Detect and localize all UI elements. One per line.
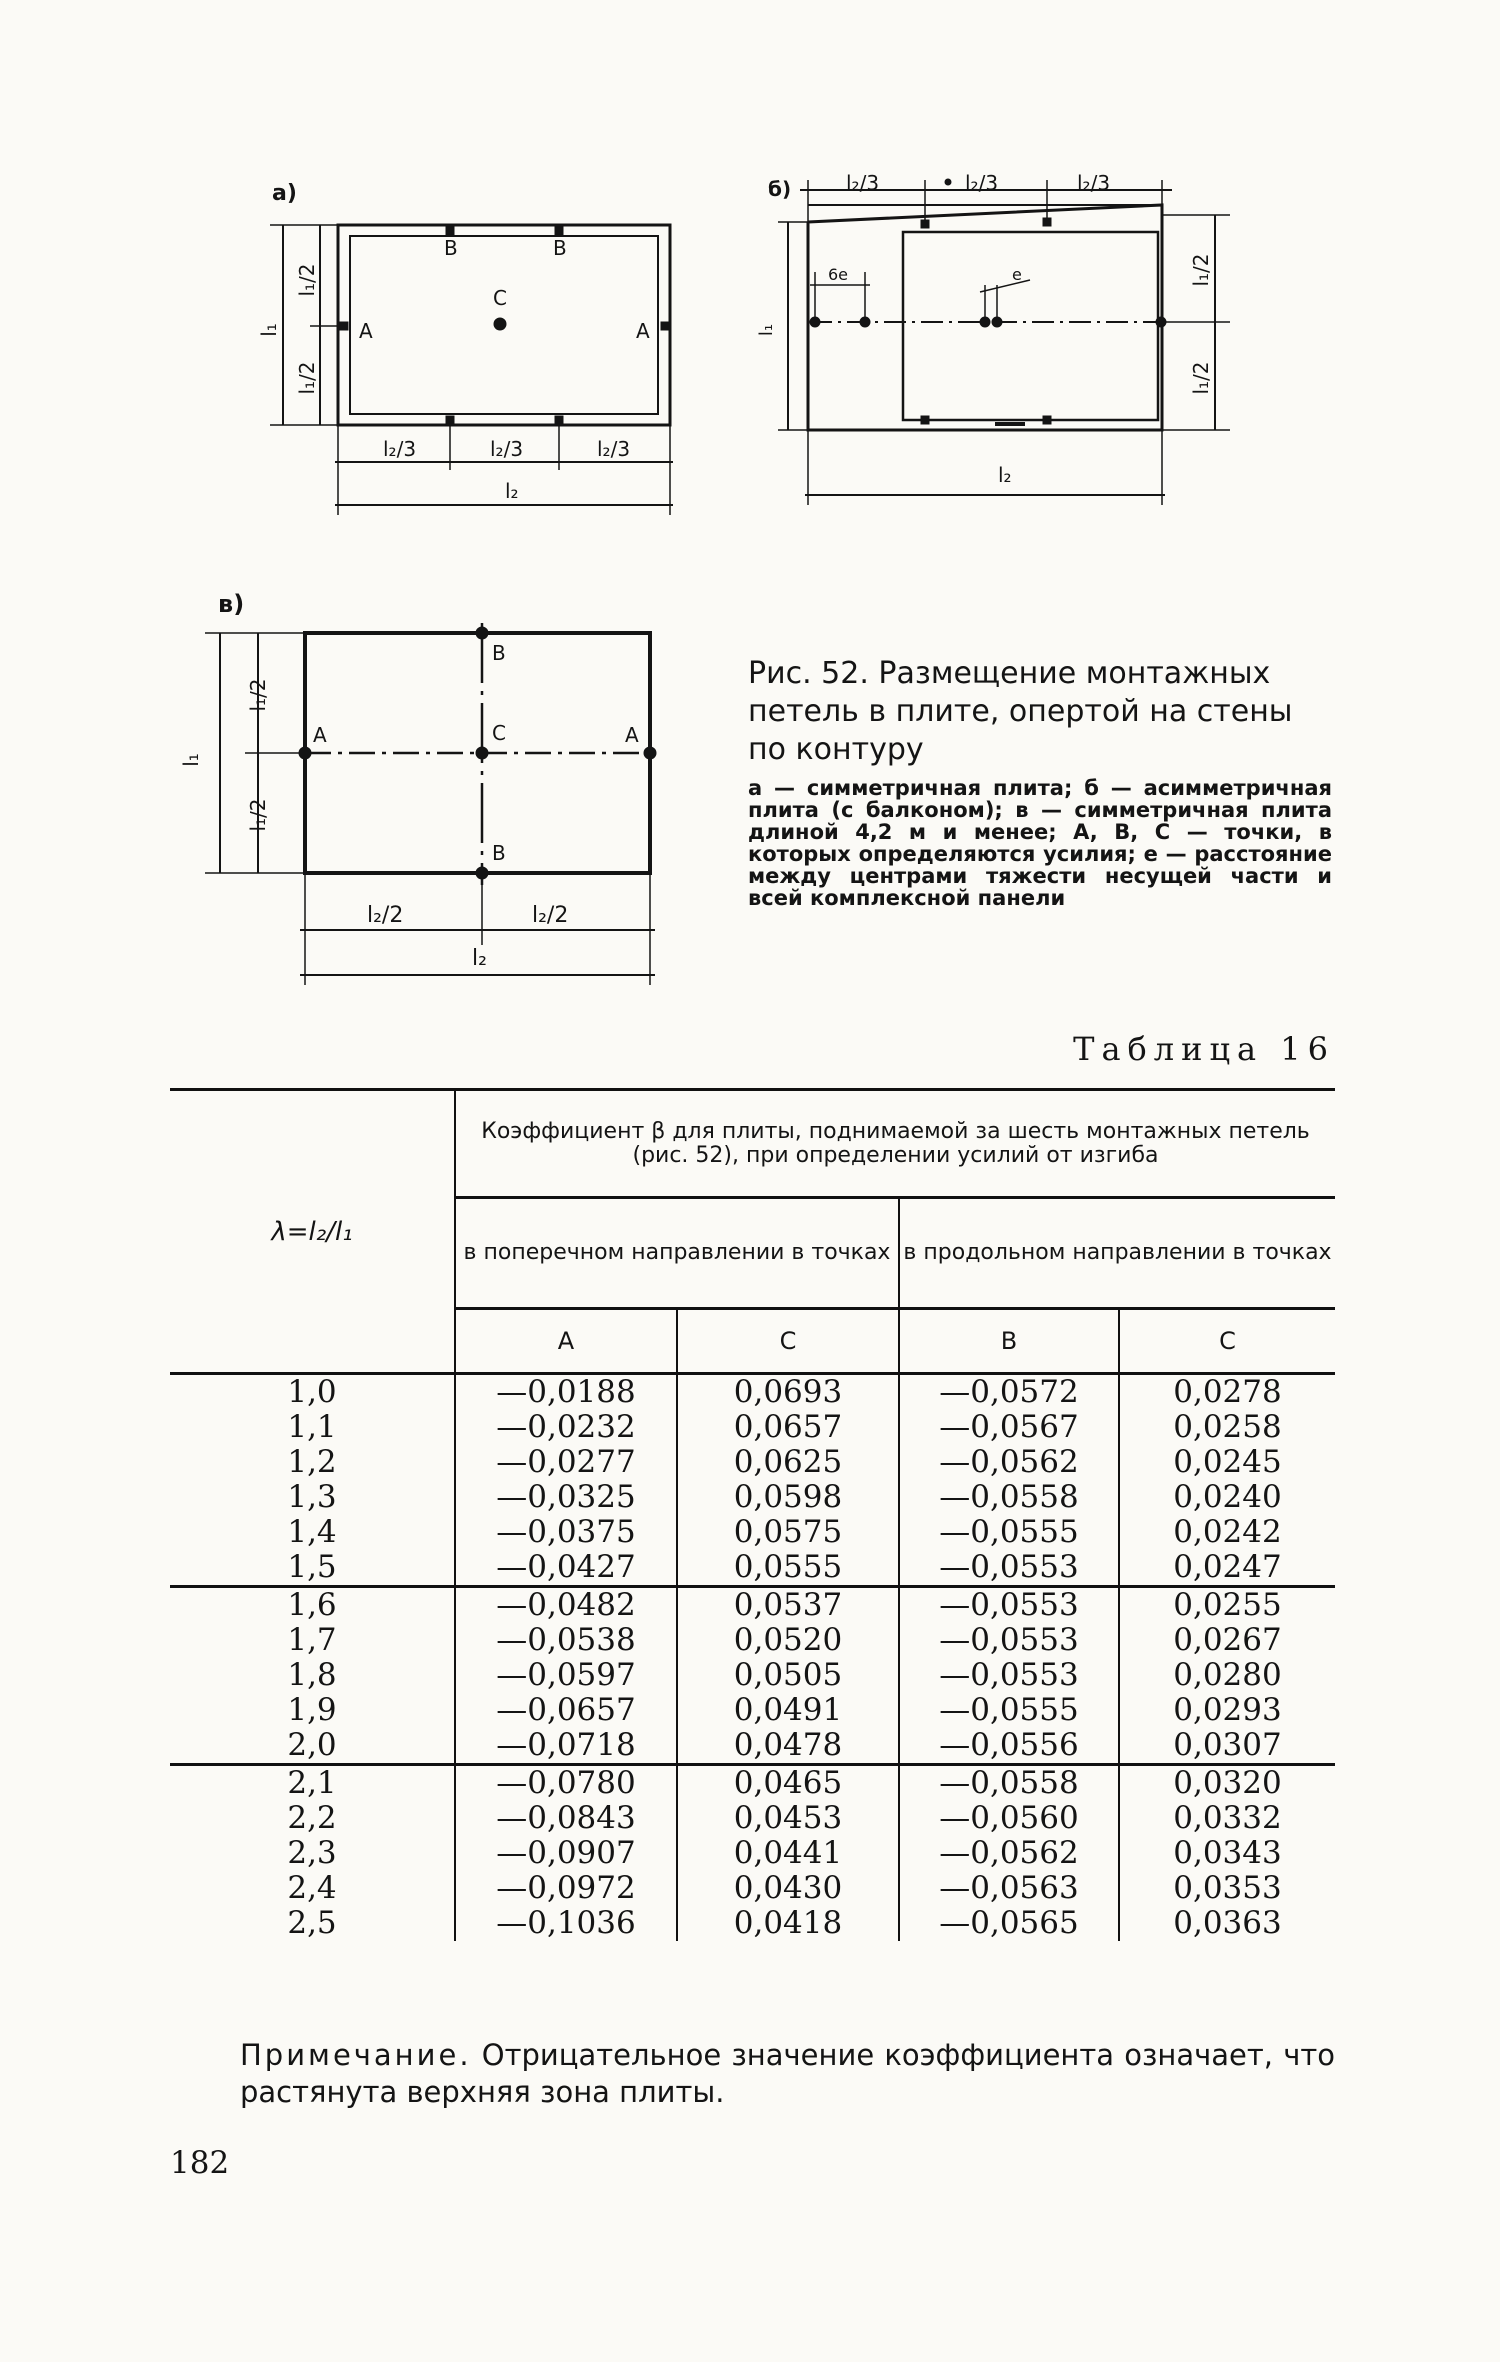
dim-l2: l₂ xyxy=(472,946,487,971)
panel-a xyxy=(257,181,673,515)
loop-marker xyxy=(555,416,563,424)
point-a-label: A xyxy=(359,319,373,343)
value-cell: 0,0245 xyxy=(1119,1445,1335,1480)
dim-half-l1: l₁/2 xyxy=(1189,253,1213,287)
lambda-cell: 1,5 xyxy=(287,1549,337,1585)
value-cell: 0,0363 xyxy=(1119,1906,1335,1941)
value-cell: 0,0657 xyxy=(677,1410,899,1445)
panel-a-label: а) xyxy=(272,181,297,206)
dim-half-l1: l₁/2 xyxy=(295,263,319,297)
coefficient-header: Коэффициент β для плиты, поднимаемой за шесть монтажных петель (рис. 52), при определении усилий от изгиба xyxy=(455,1090,1335,1198)
value-cell: 0,0505 xyxy=(677,1658,899,1693)
loop-marker xyxy=(555,227,563,235)
value-cell: 0,0280 xyxy=(1119,1658,1335,1693)
value-cell: 0,0441 xyxy=(677,1836,899,1871)
panel-b-label: б) xyxy=(768,177,792,201)
table-row xyxy=(170,1906,1335,1941)
lambda-header: λ=l₂/l₁ xyxy=(170,1090,455,1374)
point-b-label: B xyxy=(444,236,458,260)
value-cell: 0,0520 xyxy=(677,1623,899,1658)
value-cell: —0,0558 xyxy=(899,1480,1119,1515)
value-cell: —0,0375 xyxy=(455,1515,677,1550)
center-dot xyxy=(476,627,488,639)
value-cell: 0,0598 xyxy=(677,1480,899,1515)
dim-half-l2: l₂/2 xyxy=(367,903,404,928)
center-dot xyxy=(644,747,656,759)
bearing-part-outline xyxy=(903,232,1158,420)
lambda-cell: 1,6 xyxy=(170,1587,455,1624)
value-cell: 0,0430 xyxy=(677,1871,899,1906)
point-b-label: B xyxy=(553,236,567,260)
table-row xyxy=(170,1374,1335,1411)
lambda-cell: 2,1 xyxy=(170,1765,455,1802)
table-row xyxy=(170,1871,1335,1906)
value-cell: 0,0478 xyxy=(677,1728,899,1765)
table-row xyxy=(170,1658,1335,1693)
value-cell: —0,0657 xyxy=(455,1693,677,1728)
loop-marker xyxy=(1043,218,1051,226)
value-cell: —0,0560 xyxy=(899,1801,1119,1836)
lambda-cell: 2,5 xyxy=(287,1905,337,1941)
value-cell: —0,0325 xyxy=(455,1480,677,1515)
value-cell: 0,0453 xyxy=(677,1801,899,1836)
loop-marker xyxy=(446,227,454,235)
table-row xyxy=(170,1765,1335,1802)
center-dot xyxy=(476,867,488,879)
page-number: 182 xyxy=(170,2145,230,2181)
dim-third-l2: l₂/3 xyxy=(490,437,524,461)
dim-half-l1: l₁/2 xyxy=(295,361,319,395)
value-cell: —0,0555 xyxy=(899,1693,1119,1728)
lambda-cell: 1,7 xyxy=(287,1622,337,1658)
note-text: Отрицательное значение коэффициента означает, что растянута верхняя зона плиты. xyxy=(240,2038,1335,2109)
dim-third-l2: l₂/3 xyxy=(846,171,880,195)
value-cell: —0,0482 xyxy=(455,1587,677,1624)
table-row xyxy=(170,1587,1335,1624)
dim-half-l1: l₁/2 xyxy=(246,678,270,712)
point-header: C xyxy=(1119,1309,1335,1374)
dim-six-e: 6e xyxy=(828,265,849,284)
value-cell: 0,0320 xyxy=(1119,1765,1335,1802)
loop-marker xyxy=(446,416,454,424)
point-b-label: B xyxy=(492,641,506,665)
value-cell: 0,0242 xyxy=(1119,1515,1335,1550)
value-cell: 0,0555 xyxy=(677,1550,899,1587)
value-cell: 0,0267 xyxy=(1119,1623,1335,1658)
value-cell: —0,0553 xyxy=(899,1587,1119,1624)
lambda-cell: 1,2 xyxy=(287,1444,337,1480)
value-cell: 0,0307 xyxy=(1119,1728,1335,1765)
value-cell: —0,0553 xyxy=(899,1550,1119,1587)
dim-half-l2: l₂/2 xyxy=(532,903,569,928)
value-cell: 0,0343 xyxy=(1119,1836,1335,1871)
point-a-label: A xyxy=(625,723,639,747)
center-dot xyxy=(476,747,488,759)
note-lead: Примечание. xyxy=(240,2038,472,2072)
value-cell: —0,0780 xyxy=(455,1765,677,1802)
table-row xyxy=(170,1836,1335,1871)
value-cell: —0,0427 xyxy=(455,1550,677,1587)
lambda-cell: 2,0 xyxy=(287,1727,337,1763)
table-body xyxy=(170,1374,1335,1942)
point-c-label: C xyxy=(492,721,506,745)
value-cell: —0,0718 xyxy=(455,1728,677,1765)
value-cell: 0,0258 xyxy=(1119,1410,1335,1445)
figure-caption xyxy=(748,655,1332,909)
lambda-cell: 2,3 xyxy=(287,1835,337,1871)
value-cell: —0,0972 xyxy=(455,1871,677,1906)
value-cell: —0,0558 xyxy=(899,1765,1119,1802)
lambda-cell: 1,8 xyxy=(287,1657,337,1693)
value-cell: —0,0188 xyxy=(455,1374,677,1411)
value-cell: 0,0491 xyxy=(677,1693,899,1728)
value-cell: —0,0556 xyxy=(899,1728,1119,1765)
value-cell: —0,0597 xyxy=(455,1658,677,1693)
value-cell: —0,0572 xyxy=(899,1374,1119,1411)
caption-title: Рис. 52. Размещение монтажных петель в плите, опертой на стены по контуру xyxy=(748,656,1293,767)
table-note xyxy=(240,2037,1335,2111)
lambda-cell: 1,4 xyxy=(287,1514,337,1550)
value-cell: 0,0625 xyxy=(677,1445,899,1480)
value-cell: 0,0353 xyxy=(1119,1871,1335,1906)
lambda-cell: 1,3 xyxy=(287,1479,337,1515)
value-cell: —0,1036 xyxy=(455,1906,677,1941)
dim-l1: l₁ xyxy=(756,323,777,337)
panel-v xyxy=(179,590,656,985)
transverse-header: в поперечном направлении в точках xyxy=(455,1198,899,1309)
value-cell: —0,0232 xyxy=(455,1410,677,1445)
value-cell: —0,0553 xyxy=(899,1658,1119,1693)
panel-v-label: в) xyxy=(218,590,245,618)
table-row xyxy=(170,1550,1335,1587)
data-table xyxy=(170,1088,1335,1941)
table-row xyxy=(170,1693,1335,1728)
point-b-label: B xyxy=(492,841,506,865)
point-a-label: A xyxy=(313,723,327,747)
lambda-cell: 1,1 xyxy=(287,1409,337,1445)
value-cell: 0,0537 xyxy=(677,1587,899,1624)
value-cell: 0,0575 xyxy=(677,1515,899,1550)
value-cell: 0,0332 xyxy=(1119,1801,1335,1836)
longitudinal-header: в продольном направлении в точках xyxy=(899,1198,1335,1309)
value-cell: —0,0567 xyxy=(899,1410,1119,1445)
value-cell: 0,0465 xyxy=(677,1765,899,1802)
lambda-cell: 2,4 xyxy=(287,1870,337,1906)
table-row xyxy=(170,1445,1335,1480)
dim-half-l1: l₁/2 xyxy=(246,798,270,832)
point-header: B xyxy=(899,1309,1119,1374)
loop-marker xyxy=(1043,416,1051,424)
loop-marker xyxy=(340,322,348,330)
lambda-cell: 1,0 xyxy=(170,1374,455,1411)
dim-third-l2: l₂/3 xyxy=(965,171,999,195)
dim-e: e xyxy=(1012,265,1022,284)
point-a-label: A xyxy=(636,319,650,343)
value-cell: —0,0843 xyxy=(455,1801,677,1836)
dim-third-l2: l₂/3 xyxy=(1077,171,1111,195)
value-cell: 0,0418 xyxy=(677,1906,899,1941)
lambda-cell: 2,2 xyxy=(287,1800,337,1836)
loop-marker xyxy=(921,416,929,424)
table-row xyxy=(170,1728,1335,1765)
value-cell: —0,0565 xyxy=(899,1906,1119,1941)
value-cell: —0,0553 xyxy=(899,1623,1119,1658)
point-header: A xyxy=(455,1309,677,1374)
dim-l2: l₂ xyxy=(505,479,519,503)
value-cell: 0,0693 xyxy=(677,1374,899,1411)
point-c-dot xyxy=(494,318,506,330)
table-row xyxy=(170,1515,1335,1550)
loop-marker xyxy=(661,322,669,330)
table-row xyxy=(170,1410,1335,1445)
value-cell: 0,0293 xyxy=(1119,1693,1335,1728)
table-row xyxy=(170,1480,1335,1515)
panel-b xyxy=(756,171,1230,505)
dim-l1: l₁ xyxy=(179,753,203,767)
value-cell: —0,0555 xyxy=(899,1515,1119,1550)
value-cell: 0,0247 xyxy=(1119,1550,1335,1587)
point-header: C xyxy=(677,1309,899,1374)
value-cell: —0,0562 xyxy=(899,1836,1119,1871)
value-cell: —0,0562 xyxy=(899,1445,1119,1480)
caption-legend: а — симметричная плита; б — асимметричная плита (с балконом); в — симметричная плита длиной 4,2 м и менее; A, B, C — точки, в которых определяются усилия; е — расстояние между центрами тяжести несущей части и всей комплексной панели xyxy=(748,776,1332,910)
dim-third-l2: l₂/3 xyxy=(597,437,631,461)
value-cell: —0,0563 xyxy=(899,1871,1119,1906)
dim-third-l2: l₂/3 xyxy=(383,437,417,461)
dim-l2: l₂ xyxy=(998,463,1012,487)
lambda-cell: 1,9 xyxy=(287,1692,337,1728)
dim-half-l1: l₁/2 xyxy=(1189,361,1213,395)
value-cell: 0,0255 xyxy=(1119,1587,1335,1624)
value-cell: 0,0240 xyxy=(1119,1480,1335,1515)
dim-l1: l₁ xyxy=(257,323,281,337)
value-cell: —0,0907 xyxy=(455,1836,677,1871)
table-row xyxy=(170,1623,1335,1658)
table-row xyxy=(170,1801,1335,1836)
table-title: Таблица 16 xyxy=(1073,1030,1335,1068)
value-cell: —0,0538 xyxy=(455,1623,677,1658)
value-cell: 0,0278 xyxy=(1119,1374,1335,1411)
value-cell: —0,0277 xyxy=(455,1445,677,1480)
point-c-label: C xyxy=(493,286,507,310)
